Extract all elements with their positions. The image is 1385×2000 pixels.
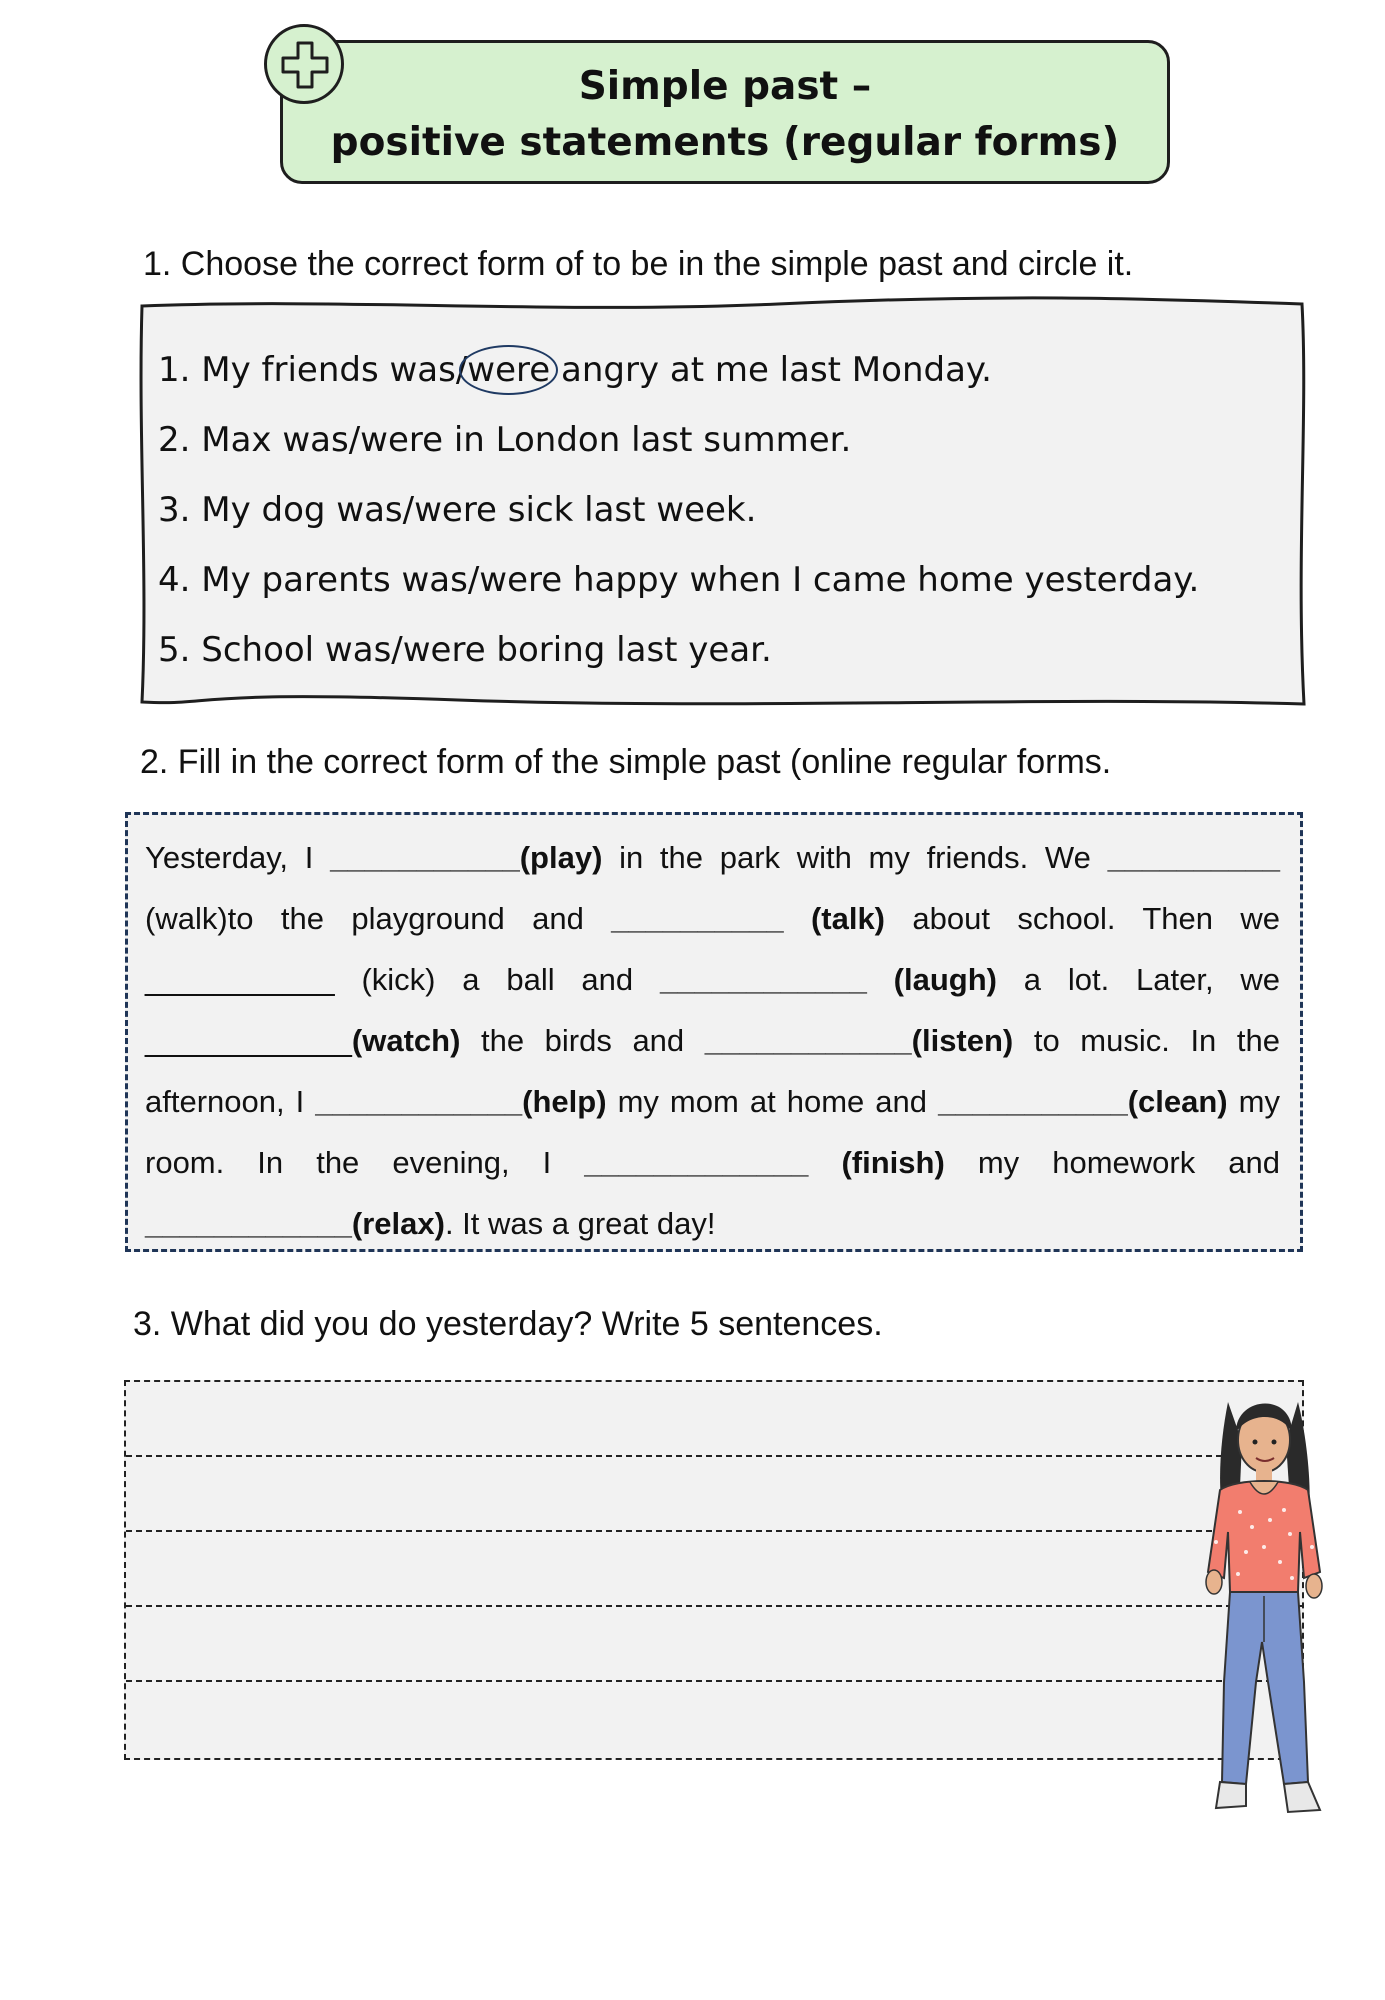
blank-finish[interactable]: _____________ (finish) (584, 1145, 945, 1180)
exercise1-item-1: 1. My friends was/were angry at me last Monday. (158, 340, 1288, 410)
blank-talk[interactable]: __________ (talk) (611, 901, 886, 936)
title-line-1: Simple past – (578, 64, 872, 109)
exercise2-heading: 2. Fill in the correct form of the simple past (online regular forms. (140, 743, 1112, 781)
woman-illustration (1180, 1382, 1350, 1822)
blank-listen[interactable]: ____________(listen) (704, 1023, 1014, 1058)
writing-line-2[interactable] (126, 1457, 1302, 1532)
blank-relax[interactable]: ____________(relax) (145, 1206, 445, 1241)
blank-play[interactable]: ___________(play) (330, 840, 603, 875)
plus-icon (264, 24, 344, 104)
blank-laugh[interactable]: ____________ (laugh) (659, 962, 997, 997)
exercise1-heading: 1. Choose the correct form of to be in the simple past and circle it. (143, 245, 1134, 283)
exercise1-item-5[interactable]: 5. School was/were boring last year. (158, 630, 772, 670)
exercise1-item-2[interactable]: 2. Max was/were in London last summer. (158, 420, 852, 460)
title-line-2: positive statements (regular forms) (330, 120, 1120, 165)
blank-clean[interactable]: ___________(clean) (938, 1084, 1228, 1119)
exercise1-item-3[interactable]: 3. My dog was/were sick last week. (158, 490, 757, 530)
exercise2-text-box: Yesterday, I ___________(play) in the park with my friends. We __________ (walk)to the playground and __________ (talk) about school. Then we ___________ (kick) a ball and ____________ (laugh) a lot. Later, we ____________(watch) the birds and ____________(listen) to music. In the afternoon, I ____________(help) my mom at home and ___________(clean) my room. In the evening, I _____________ (finish) my homework and ____________(relax). It was a great day! (125, 812, 1303, 1252)
blank-walk[interactable]: __________ (1107, 840, 1280, 875)
exercise1-item-4[interactable]: 4. My parents was/were happy when I came home yesterday. (158, 560, 1200, 600)
writing-line-4[interactable] (126, 1607, 1302, 1682)
writing-line-5[interactable] (126, 1682, 1302, 1757)
exercise3-heading: 3. What did you do yesterday? Write 5 sentences. (133, 1305, 883, 1343)
blank-watch[interactable]: (watch) (351, 1023, 461, 1058)
blank-help[interactable]: ____________(help) (315, 1084, 607, 1119)
writing-area (124, 1380, 1304, 1760)
writing-line-3[interactable] (126, 1532, 1302, 1607)
writing-line-1[interactable] (126, 1382, 1302, 1457)
circled-answer[interactable]: were (459, 345, 558, 395)
exercise1-list (158, 340, 1288, 690)
title-banner (280, 40, 1170, 184)
